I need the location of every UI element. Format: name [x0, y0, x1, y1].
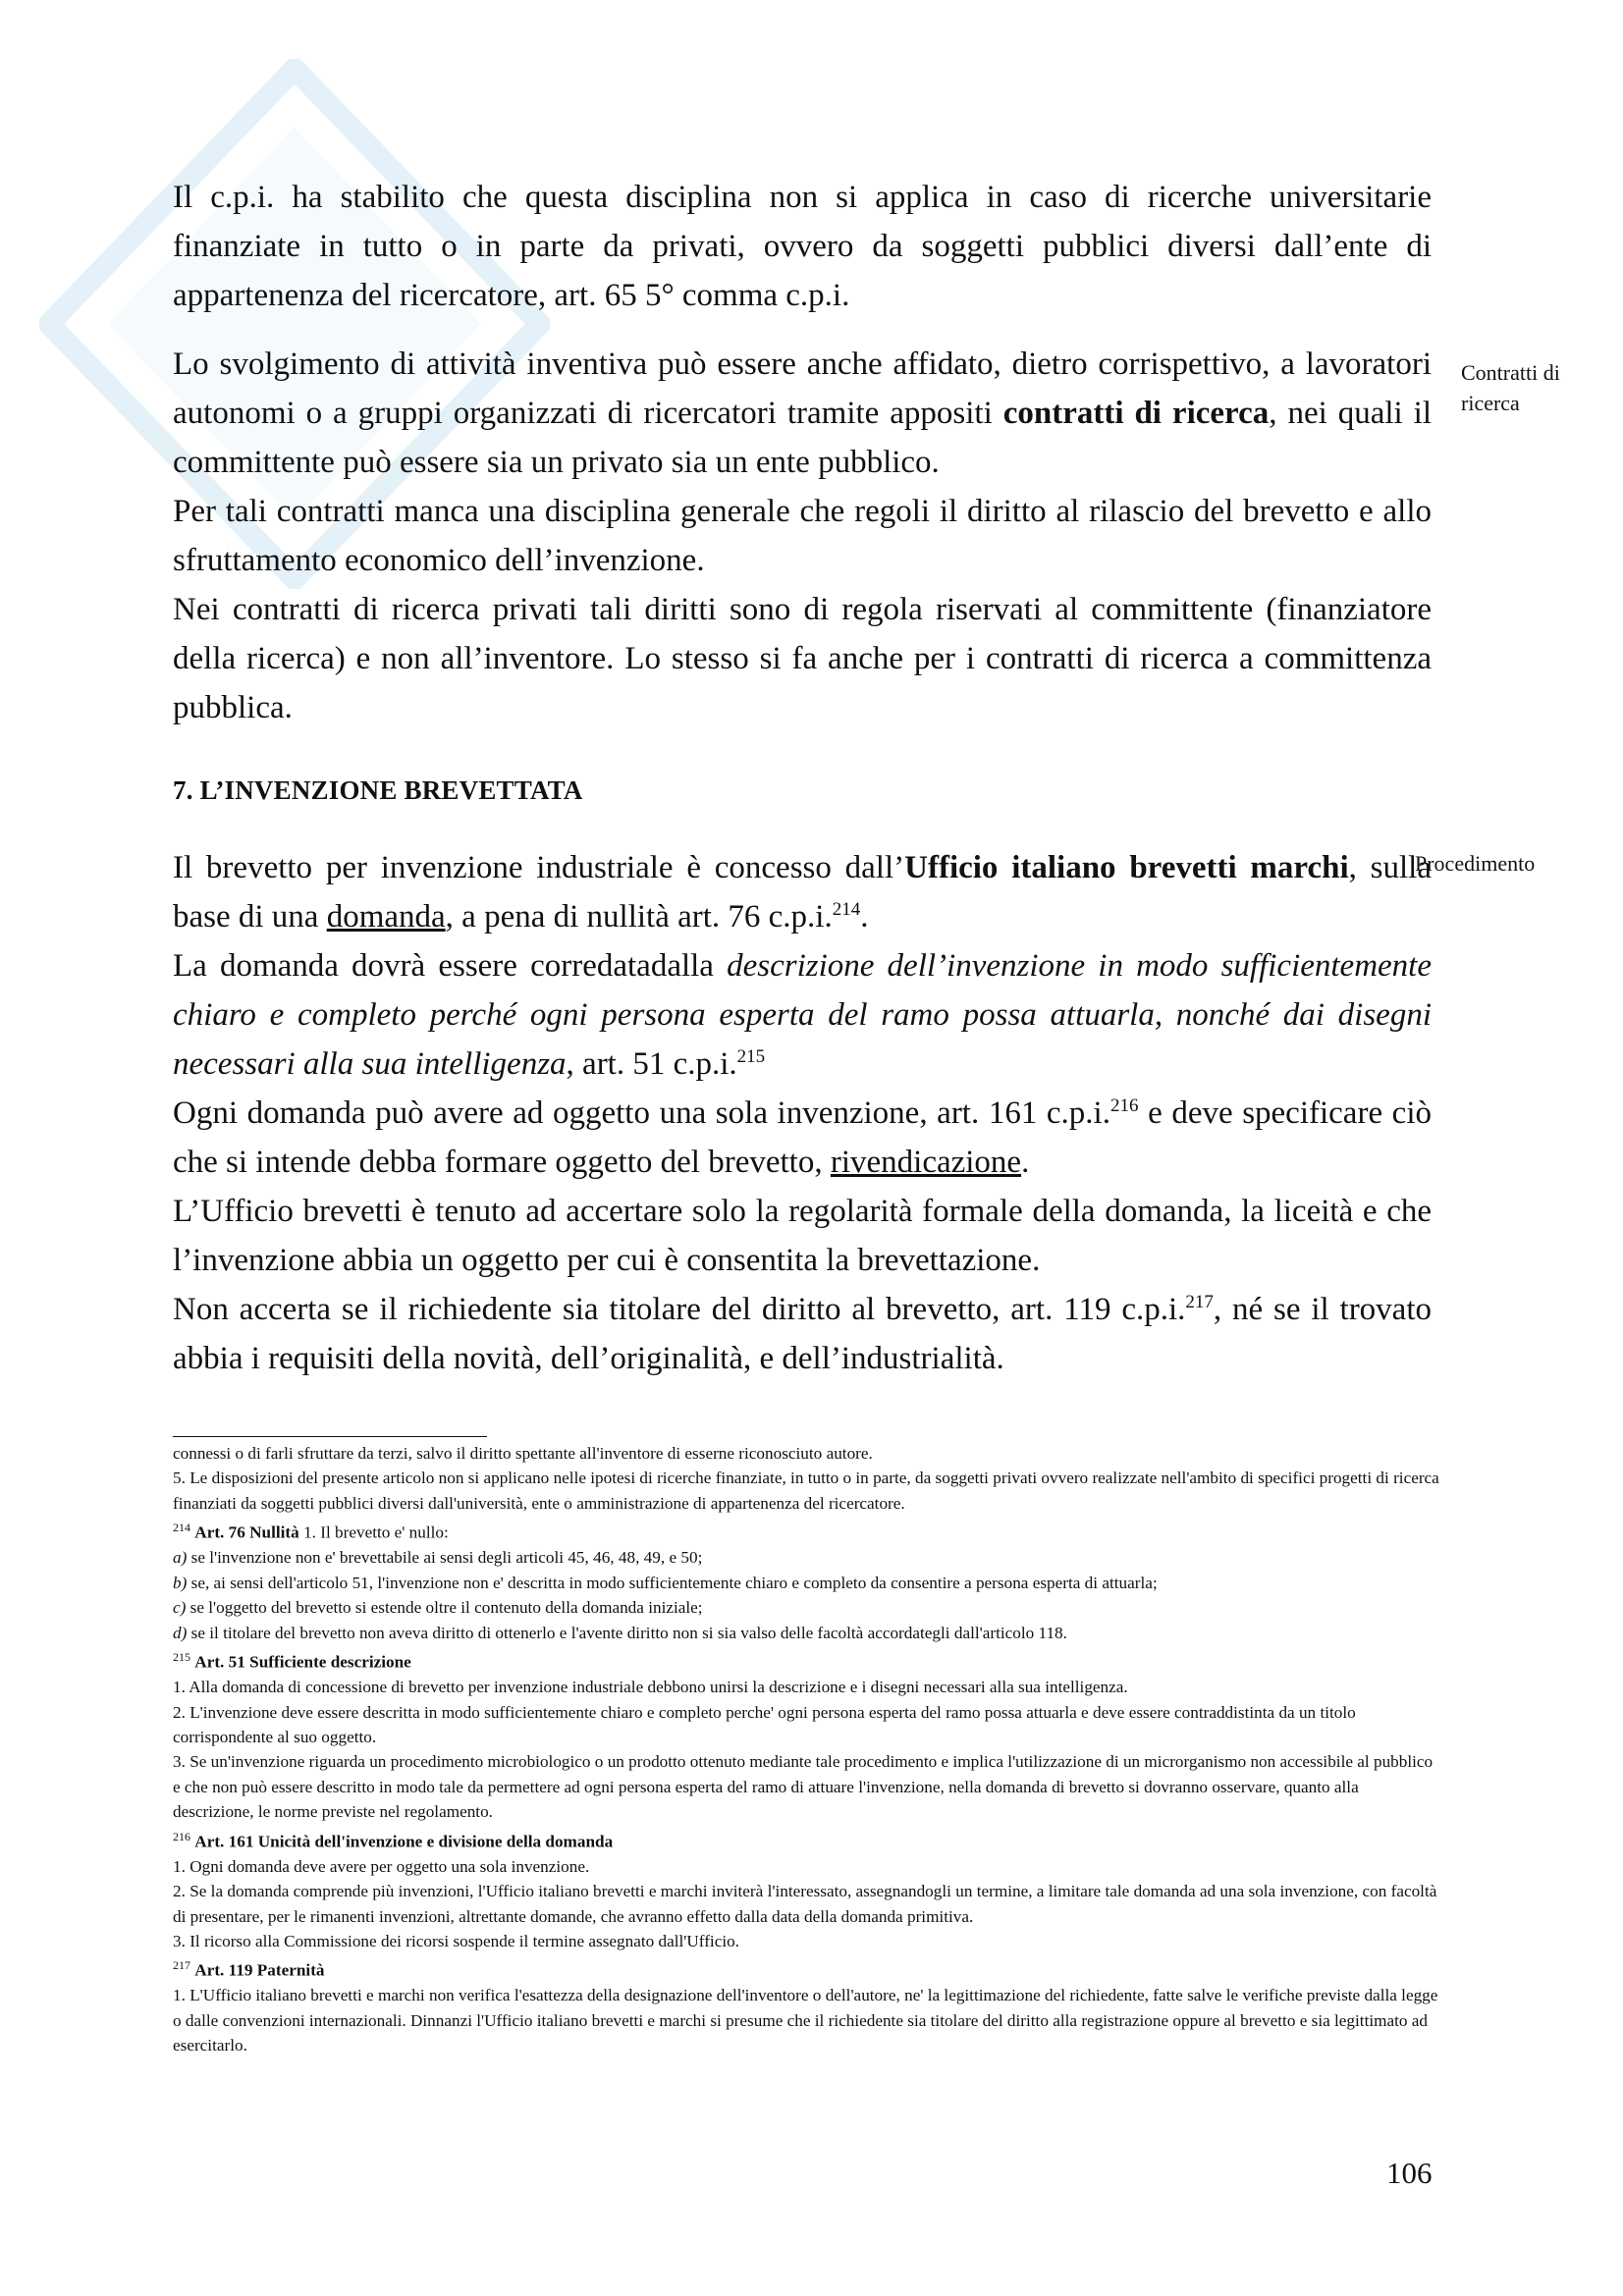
- footnote-214-c: c) se l'oggetto del brevetto si estende oltre il contenuto della domanda iniziale;: [173, 1598, 703, 1618]
- paragraph-text: Il c.p.i. ha stabilito che questa disciplina non si applica in caso di ricerche universitarie finanziate in tutto o in parte da privati, ovvero da soggetti pubblici diversi dall’ente di appartenenza del ricercatore, art. 65 5° comma c.p.i.: [173, 180, 1432, 313]
- paragraph-discipline: Per tali contratti manca una disciplina generale che regoli il diritto al rilascio del brevetto e allo sfruttamento economico dell’invenzione.: [173, 494, 1432, 578]
- footnote-ref-216[interactable]: 216: [1109, 1095, 1139, 1116]
- paragraph-formal-check: L’Ufficio brevetti è tenuto ad accertare solo la regolarità formale della domanda, la liceità e che l’invenzione abbia un oggetto per cui è consentita la brevettazione.: [173, 1194, 1432, 1278]
- paragraph-not-verified: Non accerta se il richiedente sia titolare del diritto al brevetto, art. 119 c.p.i.$^{217}$, né se il trovato abbia i requisiti della novità, dell’originalità, e dell’industrialità.: [173, 1292, 1432, 1376]
- paragraph-description: La domanda dovrà essere corredatadalla descrizione dell’invenzione in modo sufficientemente chiaro e completo perché ogni persona esperta del ramo possa attuarla, nonché dai disegni necessari alla sua intelligenza, art. 51 c.p.i.$^{215}$: [173, 948, 1432, 1082]
- footnote-215: $^{215}$ Art. 51 Sufficiente descrizione: [173, 1649, 411, 1672]
- footnote-continuation-5: 5. Le disposizioni del presente articolo non si applicano nelle ipotesi di ricerche finanziate, in tutto o in parte, da soggetti privati ovvero realizzate nell'ambito di specifici progetti di ricerca finanziati da soggetti pubblici diversi dall'università, ente o amministrazione di appartenenza del ricercatore.: [173, 1468, 1439, 1513]
- footnote-216-2: 2. Se la domanda comprende più invenzioni, l'Ufficio italiano brevetti e marchi inviterà l'interessato, assegnandogli un termine, a limitare tale domanda ad una sola invenzione, con facoltà di presentare, per le rimanenti invenzioni, altrettante domande, che avranno effetto dalla data della domanda primitiva.: [173, 1882, 1437, 1926]
- footnote-214-a: a) se l'invenzione non e' brevettabile ai sensi degli articoli 45, 46, 48, 49, e 50;: [173, 1548, 703, 1568]
- paragraph-research-contracts: [173, 340, 1432, 732]
- footnote-216: $^{216}$ Art. 161 Unicità dell'invenzione e divisione della domanda: [173, 1829, 614, 1851]
- underlined-rivendicazione: rivendicazione: [830, 1145, 1022, 1180]
- footnote-separator: [173, 1436, 487, 1437]
- footnote-216-3: 3. Il ricorso alla Commissione dei ricorsi sospende il termine assegnato dall'Ufficio.: [173, 1931, 739, 1950]
- paragraph-private-contracts: Nei contratti di ricerca privati tali diritti sono di regola riservati al committente (finanziatore della ricerca) e non all’inventore. Lo stesso si fa anche per i contratti di ricerca a committenza pubblica.: [173, 592, 1432, 725]
- footnote-217: $^{217}$ Art. 119 Paternità: [173, 1958, 325, 1981]
- footnote-214-d: d) se il titolare del brevetto non aveva diritto di ottenerlo e l'avente diritto non si sia valso delle facoltà accordategli dall'articolo 118.: [173, 1623, 1067, 1642]
- section-heading: 7. L’INVENZIONE BREVETTATA: [173, 775, 583, 805]
- footnotes: [173, 1441, 1439, 2058]
- footnote-215-2: 2. L'invenzione deve essere descritta in modo sufficientemente chiaro e completo perche' ogni persona esperta del ramo possa attuarla e deve essere contraddistinta da un titolo corrispondente al suo oggetto.: [173, 1702, 1356, 1746]
- footnote-217-1: 1. L'Ufficio italiano brevetti e marchi non verifica l'esattezza della designazione dell'inventore o dell'autore, ne' la legittimazione del richiedente, fatte salve le verifiche previste dalla legge o dalle convenzioni internazionali. Dinnanzi l'Ufficio italiano brevetti e marchi si presume che il richiedente sia titolare del diritto alla registrazione oppure al brevetto e sia legittimato ad esercitarlo.: [173, 1986, 1438, 2056]
- footnote-215-1: 1. Alla domanda di concessione di brevetto per invenzione industriale debbono unirsi la descrizione e i disegni necessari alla sua intelligenza.: [173, 1678, 1128, 1697]
- page-number: 106: [1386, 2156, 1433, 2190]
- underlined-domanda: domanda: [326, 899, 446, 934]
- margin-note-contratti: Contratti di ricerca: [1461, 360, 1560, 415]
- paragraph-office: Il brevetto per invenzione industriale è concesso dall’Ufficio italiano brevetti marchi, sulla base di una domanda, a pena di nullità art. 76 c.p.i.$^{214}$.: [173, 850, 1433, 934]
- footnote-215-3: 3. Se un'invenzione riguarda un procedimento microbiologico o un prodotto ottenuto mediante tale procedimento e implica l'utilizzazione di un microrganismo non accessibile al pubblico e che non può essere descritto in modo tale da permettere ad ogni persona esperta del ramo di attuare l'invenzione, nella domanda di brevetto si dovranno osservare, quanto alla descrizione, le norme previste nel regolamento.: [173, 1752, 1434, 1822]
- section-patent-body: [173, 843, 1432, 1383]
- footnote-214: $^{214}$ Art. 76 Nullità 1. Il brevetto e' nullo:: [173, 1521, 449, 1542]
- footnote-ref-214[interactable]: 214: [832, 899, 861, 920]
- footnote-continuation: connessi o di farli sfruttare da terzi, salvo il diritto spettante all'inventore di esserne riconosciuto autore.: [173, 1444, 873, 1463]
- italic-description: descrizione dell’invenzione in modo sufficientemente chiaro e completo perché ogni persona esperta del ramo possa attuarla, nonché dai disegni necessari alla sua intelligenza: [173, 948, 1432, 1082]
- footnote-214-b: b) se, ai sensi dell'articolo 51, l'invenzione non e' descritta in modo sufficientemente chiaro e completo da consentire a persona esperta di attuarla;: [173, 1573, 1158, 1592]
- bold-ufficio: Ufficio italiano brevetti marchi: [904, 850, 1349, 885]
- paragraph-university-research: [173, 173, 1432, 320]
- footnote-216-1: 1. Ogni domanda deve avere per oggetto una sola invenzione.: [173, 1856, 590, 1876]
- footnote-ref-215[interactable]: 215: [736, 1046, 766, 1067]
- footnote-ref-217[interactable]: 217: [1185, 1292, 1214, 1312]
- margin-note-procedimento: Procedimento: [1415, 851, 1536, 876]
- bold-contratti-di-ricerca: contratti di ricerca: [1002, 396, 1270, 431]
- paragraph-contracts: Lo svolgimento di attività inventiva può essere anche affidato, dietro corrispettivo, a lavoratori autonomi o a gruppi organizzati di ricercatori tramite appositi contratti di ricerca, nei quali il committente può essere sia un privato sia un ente pubblico.: [173, 347, 1432, 480]
- paragraph-single-invention: Ogni domanda può avere ad oggetto una sola invenzione, art. 161 c.p.i.$^{216}$ e deve specificare ciò che si intende debba formare oggetto del brevetto, rivendicazione.: [173, 1095, 1432, 1180]
